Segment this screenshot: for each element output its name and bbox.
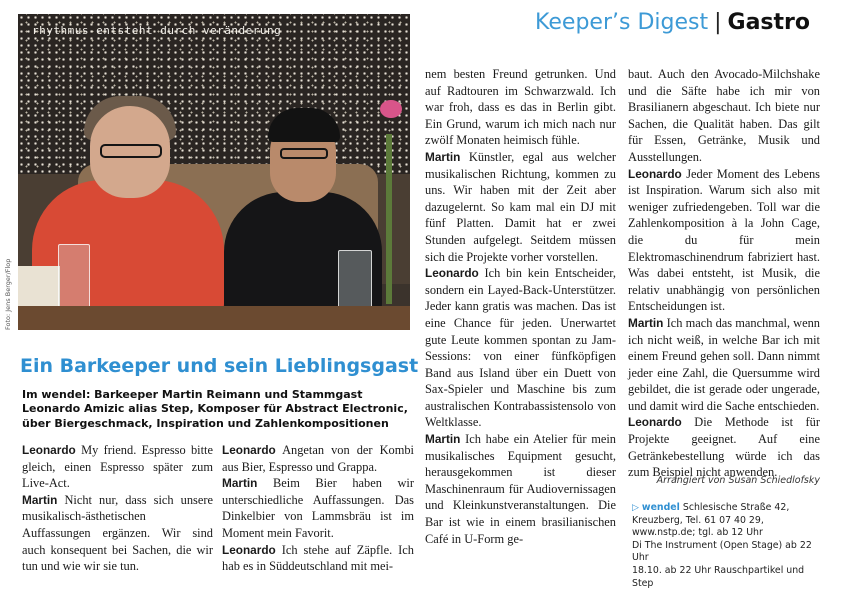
masthead bbox=[535, 10, 810, 35]
paragraph-text: Ich bin kein Entscheider, sondern ein Layed-Back-Unterstützer. Jeder kann gratis was machen. Das ist eine Chance für jeden. Unerwartet gute Leute kommen spontan zu Jam-Sessions: von einer fünfköpfigen Band aus Island über ein Duett von Sax-Spieler und Maschine bis zum australischen Kontrabassistensolo von Weltklasse. bbox=[425, 266, 616, 430]
paragraph-text: Ich mach das manchmal, wenn ich nicht weiß, in welche Bar ich mit einem Freund gehen soll. Dann nimmt jeder eine Zahl, die Quersumme wird gebildet, die ist gerade oder ungerade, und damit wird die Sache entschieden. bbox=[628, 315, 820, 413]
triangle-icon: ▷ bbox=[632, 503, 639, 513]
speaker-name: Leonardo bbox=[222, 542, 276, 557]
text-column-3 bbox=[425, 66, 616, 547]
paragraph-text: Ich habe ein Atelier für mein musikalisches Equipment gesucht, herausgekommen ist dieser Maschinenraum für Audiovernissagen und Kleinkunstveranstaltungen. Die Bar ist wie in einem brasilianischen Café in U-Form ge- bbox=[425, 432, 616, 546]
paragraph bbox=[628, 166, 820, 315]
beer-glass-left bbox=[58, 244, 90, 308]
paragraph bbox=[628, 414, 820, 480]
speaker-name: Leonardo bbox=[628, 166, 682, 181]
photo-wall-text: rhythmus entsteht durch veränderung bbox=[32, 24, 282, 37]
speaker-name: Leonardo bbox=[425, 266, 479, 281]
speaker-name: Martin bbox=[425, 432, 461, 447]
paragraph bbox=[425, 265, 616, 431]
paragraph bbox=[425, 431, 616, 547]
speaker-name: Leonardo bbox=[22, 443, 76, 457]
paragraph-text: Beim Bier haben wir unterschiedliche Auffassungen. Das Dinkelbier von Lammsbräu ist im Moment mein Favorit. bbox=[222, 476, 414, 540]
paragraph-text: baut. Auch den Avocado-Milchshake und die Säfte habe ich mir von Brasilianern abgeschaut. Ich biete nur Sachen, die Qualität haben. Das gilt für Essen, Getränke, Musik und Ausstellungen. bbox=[628, 67, 820, 164]
paragraph-text: Künstler, egal aus welcher musikalischen Richtung, kommen zu uns. Wir haben mit der Zeit aber dazugelernt. So kam mal ein DJ mit fünf Platten. Damit hat er zwei Stunden aufgelegt. Seitdem müssen sich die Projekte vorher vorstellen. bbox=[425, 149, 616, 264]
text-column-1 bbox=[22, 442, 213, 575]
photo-credit: Foto: Jens Berger/Flop bbox=[4, 258, 12, 330]
paragraph-text: Die Methode ist für Projekte geeignet. Auf eine Getränkebestellung würde ich das zum Beispiel nicht anwenden. bbox=[628, 415, 820, 480]
person-leonardo-glasses bbox=[280, 148, 328, 159]
flower-blossom bbox=[380, 100, 402, 118]
article-intro: Im wendel: Barkeeper Martin Reimann und Stammgast Leonardo Amizic alias Step, Komposer für Abstract Electronic, über Biergeschmack, Inspiration und Zahlenkompositionen bbox=[22, 388, 408, 430]
venue-info bbox=[632, 502, 822, 590]
speaker-name: Leonardo bbox=[222, 443, 276, 457]
photo-table bbox=[18, 306, 410, 330]
text-column-2 bbox=[222, 442, 414, 575]
paragraph bbox=[222, 475, 414, 541]
speaker-name: Martin bbox=[628, 315, 664, 330]
venue-name: wendel bbox=[641, 502, 680, 513]
paragraph-text: Nicht nur, dass sich unsere musikalisch-ästhetischen Auffassungen ergänzen. Wir sind auch konsequent bei Sachen, die wir tun und wie wir sie tun. bbox=[22, 492, 213, 574]
masthead-brand: Keeper’s Digest bbox=[535, 10, 709, 35]
paragraph bbox=[22, 492, 213, 575]
speaker-name: Leonardo bbox=[628, 415, 682, 430]
paragraph-text: My friend. Espresso bitte gleich, einen Espresso später zum Live-Act. bbox=[22, 443, 213, 491]
venue-event-1: Di The Instrument (Open Stage) ab 22 Uhr bbox=[632, 539, 812, 564]
arranged-by: Arrangiert von Susan Schiedlofsky bbox=[656, 475, 820, 486]
paragraph bbox=[628, 66, 820, 166]
photo-dot-wall bbox=[18, 14, 410, 174]
paragraph-text: nem besten Freund getrunken. Und auf Radtouren im Schwarzwald. Ich war froh, dass es das in Berlin gibt. Ein Grund, warum ich mich nach nur zwölf Monaten heimisch fühle. bbox=[425, 67, 616, 148]
paragraph bbox=[222, 442, 414, 475]
paragraph-text: Ich stehe auf Zäpfle. Ich hab es in Süddeutschland mit mei- bbox=[222, 542, 414, 574]
paragraph bbox=[22, 442, 213, 492]
venue-event-2: 18.10. ab 22 Uhr Rauschpartikel und Step bbox=[632, 564, 805, 589]
speaker-name: Martin bbox=[222, 476, 258, 491]
speaker-name: Martin bbox=[425, 149, 461, 164]
masthead-section: Gastro bbox=[727, 10, 810, 35]
flower-stem bbox=[386, 134, 392, 304]
paragraph-text: Angetan von der Kombi aus Bier, Espresso und Grappa. bbox=[222, 443, 414, 474]
paragraph bbox=[628, 315, 820, 415]
article-headline: Ein Barkeeper und sein Lieblingsgast bbox=[20, 355, 419, 377]
beer-glass-right bbox=[338, 250, 372, 312]
paragraph bbox=[222, 542, 414, 575]
venue-address-line bbox=[632, 502, 822, 540]
masthead-separator: | bbox=[714, 10, 722, 35]
venue-address: Schlesische Straße 42, Kreuzberg, Tel. 61 07 40 29, www.nstp.de; tgl. ab 12 Uhr bbox=[632, 502, 790, 539]
text-column-4 bbox=[628, 66, 820, 481]
article-photo bbox=[18, 14, 410, 330]
paragraph bbox=[425, 66, 616, 149]
paragraph bbox=[425, 149, 616, 265]
speaker-name: Martin bbox=[22, 492, 58, 507]
paragraph-text: Jeder Moment des Lebens ist Inspiration. Warum sich also mit weniger zufriedengeben. Toll war die Zahlenkomposition à la John Cage, die du für mein Elektromaschinendrum fabriziert hast. Was dabei entsteht, ist Musik, die relativ unabhängig von persönlichen Entscheidungen ist. bbox=[628, 166, 820, 314]
person-martin-glasses bbox=[100, 144, 162, 158]
